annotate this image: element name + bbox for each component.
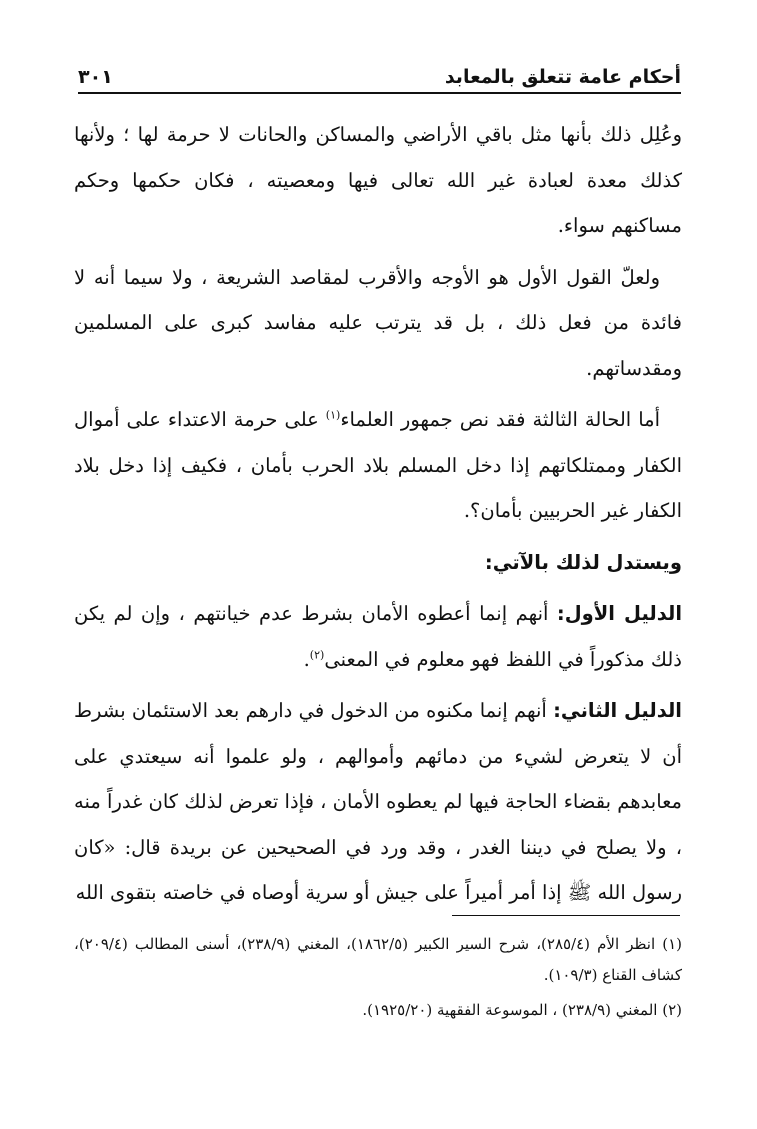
paragraph-3 [74,397,682,534]
paragraph-3-text-start: أما الحالة الثالثة فقد نص جمهور العلماء [340,408,660,431]
evidence-1-text: أنهم إنما أعطوه الأمان بشرط عدم خيانتهم ، وإن لم يكن ذلك مذكوراً في اللفظ فهو معلوم في المعنى [74,602,682,671]
footnote-2: (٢) المغني (٢٣٨/٩) ، الموسوعة الفقهية (١٩٢٥/٢٠). [362,1001,682,1019]
evidence-2-text: أنهم إنما مكنوه من الدخول في دارهم بعد الاستئمان بشرط أن لا يتعرض لشيء من دمائهم وأموالهم ، ولو علموا أنه سيعتدي على معابدهم بقضاء الحاجة فيها لم يعطوه الأمان ، فإذا تعرض لذلك كان غدراً منه ، ولا يصلح في ديننا الغدر ، وقد ورد في الصحيحين عن بريدة قال: «كان رسول الله ﷺ إذا أمر أميراً على جيش أو سرية أوصاه في خاصته بتقوى الله [74,699,682,904]
footnotes [74,929,682,1030]
evidence-2-label: الدليل الثاني: [553,699,682,722]
header-divider [78,92,681,94]
running-title: أحكام عامة تتعلق بالمعابد [444,66,681,88]
evidence-subheading: ويستدل لذلك بالآتي: [484,550,682,574]
footnote-1: (١) انظر الأم (٢٨٥/٤)، شرح السير الكبير (١٨٦٢/٥)، المغني (٢٣٨/٩)، أسنى المطالب (٢٠٩/٤)، كشاف القناع (١٠٩/٣). [74,935,682,984]
paragraph-1: وعُلِل ذلك بأنها مثل باقي الأراضي والمساكن والحانات لا حرمة لها ؛ ولأنها كذلك معدة لعبادة غير الله تعالى فيها ومعصيته ، فكان حكمها وحكم مساكنهم سواء. [74,123,682,237]
footnote-divider [452,915,680,916]
evidence-1-label: الدليل الأول: [556,602,682,625]
page-number: ٣٠١ [78,66,113,88]
footnote-ref-2: (٢) [309,648,325,661]
main-text [74,112,682,922]
page-header [78,58,681,90]
paragraph-2: ولعلّ القول الأول هو الأوجه والأقرب لمقاصد الشريعة ، ولا سيما أنه لا فائدة من فعل ذلك ، بل قد يترتب عليه مفاسد كبرى على المسلمين ومقدساتهم. [74,265,682,380]
footnote-ref-1: (١) [325,408,341,422]
evidence-1-end: . [303,647,310,671]
evidence-1 [74,591,682,682]
evidence-2 [74,688,682,916]
paragraph-3-text-end: على حرمة الاعتداء على أموال الكفار وممتلكاتهم إذا دخل المسلم بلاد الحرب بأمان ، فكيف إذا دخل بلاد الكفار غير الحربيين بأمان؟. [74,408,682,522]
